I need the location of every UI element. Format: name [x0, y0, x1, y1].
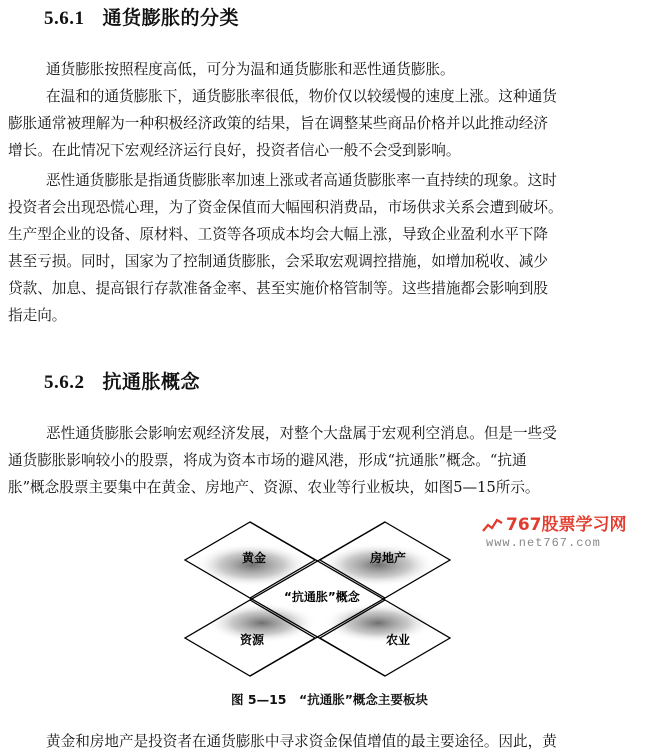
label-agriculture: 农业 [386, 633, 411, 647]
paragraph [8, 728, 650, 755]
figure-diagram [180, 520, 460, 680]
text-line: 增长。在此情况下宏观经济运行良好，投资者信心一般不会受到影响。 [8, 142, 461, 159]
paragraph [8, 167, 650, 329]
text-line: 甚至亏损。同时，国家为了控制通货膨胀，会采取宏观调控措施，如增加税收、减少 [8, 253, 548, 270]
text-line: 胀”概念股票主要集中在黄金、房地产、资源、农业等行业板块，如图5—15所示。 [8, 479, 540, 496]
paragraph [8, 420, 650, 501]
section-heading-5-6-2 [44, 367, 200, 394]
label-resources: 资源 [240, 633, 265, 647]
text-line: 在温和的通货膨胀下，通货膨胀率很低，物价仅以较缓慢的速度上涨。这种通货 [46, 88, 557, 105]
watermark-text: 767股票学习网 [506, 515, 627, 535]
text-line: 投资者会出现恐慌心理，为了资金保值而大幅囤积消费品，市场供求关系会遭到破坏。 [8, 199, 563, 216]
section-title: 通货膨胀的分类 [102, 7, 240, 29]
text-line: 通货膨胀按照程度高低，可分为温和通货膨胀和恶性通货膨胀。 [46, 61, 455, 78]
text-line: 指走向。 [8, 307, 67, 324]
diamond-diagram [180, 520, 460, 680]
watermark-logo [482, 510, 627, 535]
text-line: 通货膨胀影响较小的股票，将成为资本市场的避风港，形成“抗通胀”概念。“抗通 [8, 452, 527, 469]
text-line: 黄金和房地产是投资者在通货膨胀中寻求资金保值增值的最主要途径。因此，黄 [46, 733, 557, 750]
text-line: 恶性通货膨胀会影响宏观经济发展，对整个大盘属于宏观利空消息。但是一些受 [46, 425, 557, 442]
label-gold: 黄金 [242, 551, 267, 565]
shade-region [194, 543, 310, 587]
figure-caption: 图 5—15 “抗通胀”概念主要板块 [231, 692, 428, 707]
section-number: 5.6.1 [44, 8, 85, 29]
section-heading-5-6-1 [44, 3, 239, 30]
text-line: 恶性通货膨胀是指通货膨胀率加速上涨或者高通货膨胀率一直持续的现象。这时 [46, 172, 557, 189]
label-real-estate: 房地产 [370, 551, 407, 565]
section-title: 抗通胀概念 [102, 371, 201, 393]
section-number: 5.6.2 [44, 372, 85, 393]
paragraph [8, 83, 650, 164]
label-center: “抗通胀”概念 [284, 590, 360, 604]
paragraph [8, 56, 650, 83]
text-line: 生产型企业的设备、原材料、工资等各项成本均会大幅上涨，导致企业盈利水平下降 [8, 226, 548, 243]
trend-chart-icon [482, 517, 504, 533]
shade-region [323, 603, 433, 643]
text-line: 膨胀通常被理解为一种积极经济政策的结果，旨在调整某些商品价格并以此推动经济 [8, 115, 548, 132]
text-line: 贷款、加息、提高银行存款准备金率、甚至实施价格管制等。这些措施都会影响到股 [8, 280, 548, 297]
watermark-url: www.net767.com [486, 536, 601, 550]
